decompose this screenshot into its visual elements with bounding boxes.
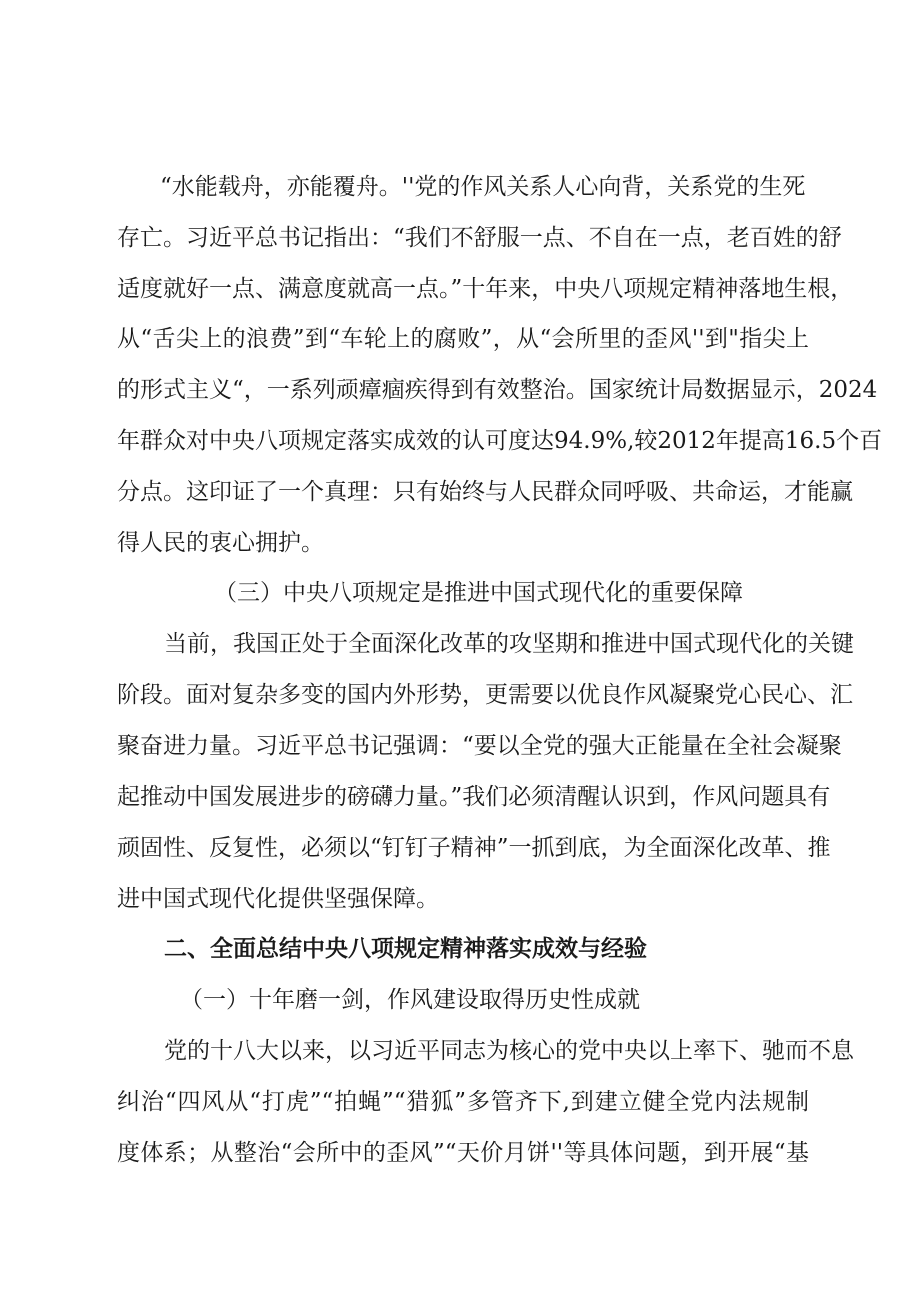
paragraph-2-line-6: 进中国式现代化提供坚强保障。 <box>117 886 439 912</box>
paragraph-2-line-1: 当前，我国正处于全面深化改革的攻坚期和推进中国式现代化的关键 <box>164 631 854 657</box>
paragraph-3-line-3: 度体系；从整治“会所中的歪风”“天价月饼''等具体问题，到开展“基 <box>117 1140 809 1166</box>
paragraph-1-line-6: 年群众对中央八项规定落实成效的认可度达94.9%,较2012年提高16.5个百 <box>117 428 883 454</box>
paragraph-2-line-2: 阶段。面对复杂多变的国内外形势，更需要以优良作风凝聚党心民心、汇 <box>117 682 853 708</box>
subheading-3: （三）中央八项规定是推进中国式现代化的重要保障 <box>214 580 743 606</box>
section-2-heading: 二、全面总结中央八项规定精神落实成效与经验 <box>164 936 647 962</box>
paragraph-1-line-1: “水能载舟，亦能覆舟。''党的作风关系人心向背，关系党的生死 <box>160 174 806 200</box>
paragraph-1-line-3: 适度就好一点、满意度就高一点。”十年来，中央八项规定精神落地生根， <box>117 276 854 302</box>
paragraph-1-line-5: 的形式主义“，一系列顽瘴痼疾得到有效整治。国家统计局数据显示，2024 <box>117 377 878 403</box>
paragraph-1-line-2: 存亡。习近平总书记指出：“我们不舒服一点、不自在一点，老百姓的舒 <box>117 225 842 251</box>
paragraph-2-line-4: 起推动中国发展进步的磅礴力量。”我们必须清醒认识到，作风问题具有 <box>117 784 831 810</box>
subheading-1: （一）十年磨一剑，作风建设取得历史性成就 <box>180 987 640 1013</box>
paragraph-1-line-4: 从“舌尖上的浪费”到“车轮上的腐败”，从“会所里的歪风''到"指尖上 <box>117 326 809 352</box>
paragraph-3-line-1: 党的十八大以来，以习近平同志为核心的党中央以上率下、驰而不息 <box>164 1038 854 1064</box>
paragraph-3-line-2: 纠治“四风从“打虎”“拍蝇”“猎狐”多管齐下,到建立健全党内法规制 <box>117 1089 809 1115</box>
paragraph-2-line-5: 顽固性、反复性，必须以“钉钉子精神”一抓到底，为全面深化改革、推 <box>117 835 831 861</box>
paragraph-1-line-8: 得人民的衷心拥护。 <box>117 530 324 556</box>
paragraph-1-line-7: 分点。这印证了一个真理：只有始终与人民群众同呼吸、共命运，才能赢 <box>117 479 853 505</box>
paragraph-2-line-3: 聚奋进力量。习近平总书记强调：“要以全党的强大正能量在全社会凝聚 <box>117 733 842 759</box>
